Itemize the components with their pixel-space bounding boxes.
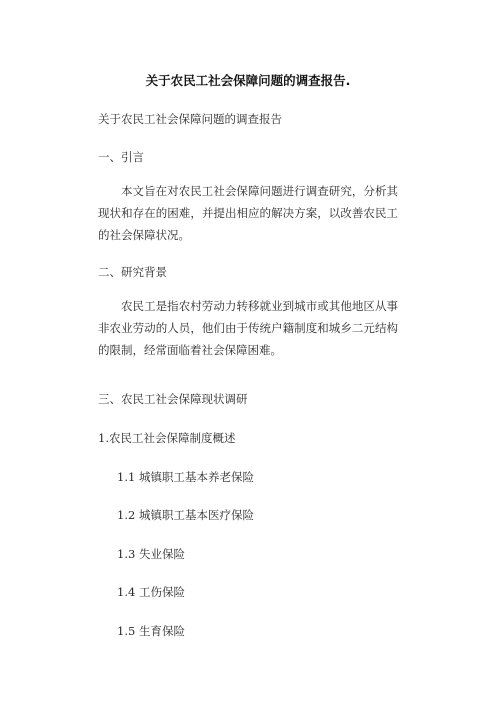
background-paragraph: 农民工是指农村劳动力转移就业到城市或其他地区从事非农业劳动的人员，他们由于传统户籍制度和城乡二元结构的限制，经常面临着社会保障困难。 [98, 299, 398, 357]
report-subtitle: 关于农民工社会保障问题的调查报告 [98, 112, 282, 126]
subsection-heading-overview: 1.农民工社会保障制度概述 [98, 431, 236, 445]
list-item: 1.2 城镇职工基本医疗保险 [117, 508, 254, 522]
list-item: 1.3 失业保险 [117, 547, 185, 561]
list-item: 1.4 工伤保险 [117, 585, 185, 599]
section-heading-survey: 三、农民工社会保障现状调研 [98, 392, 248, 406]
section-heading-introduction: 一、引言 [98, 150, 144, 164]
section-heading-background: 二、研究背景 [98, 265, 167, 279]
document-title: 关于农民工社会保障问题的调查报告. [145, 73, 351, 88]
list-item: 1.5 生育保险 [117, 624, 185, 638]
introduction-paragraph: 本文旨在对农民工社会保障问题进行调查研究，分析其现状和存在的困难，并提出相应的解决方案，以改善农民工的社会保障状况。 [98, 184, 398, 242]
list-item: 1.1 城镇职工基本养老保险 [117, 470, 254, 484]
